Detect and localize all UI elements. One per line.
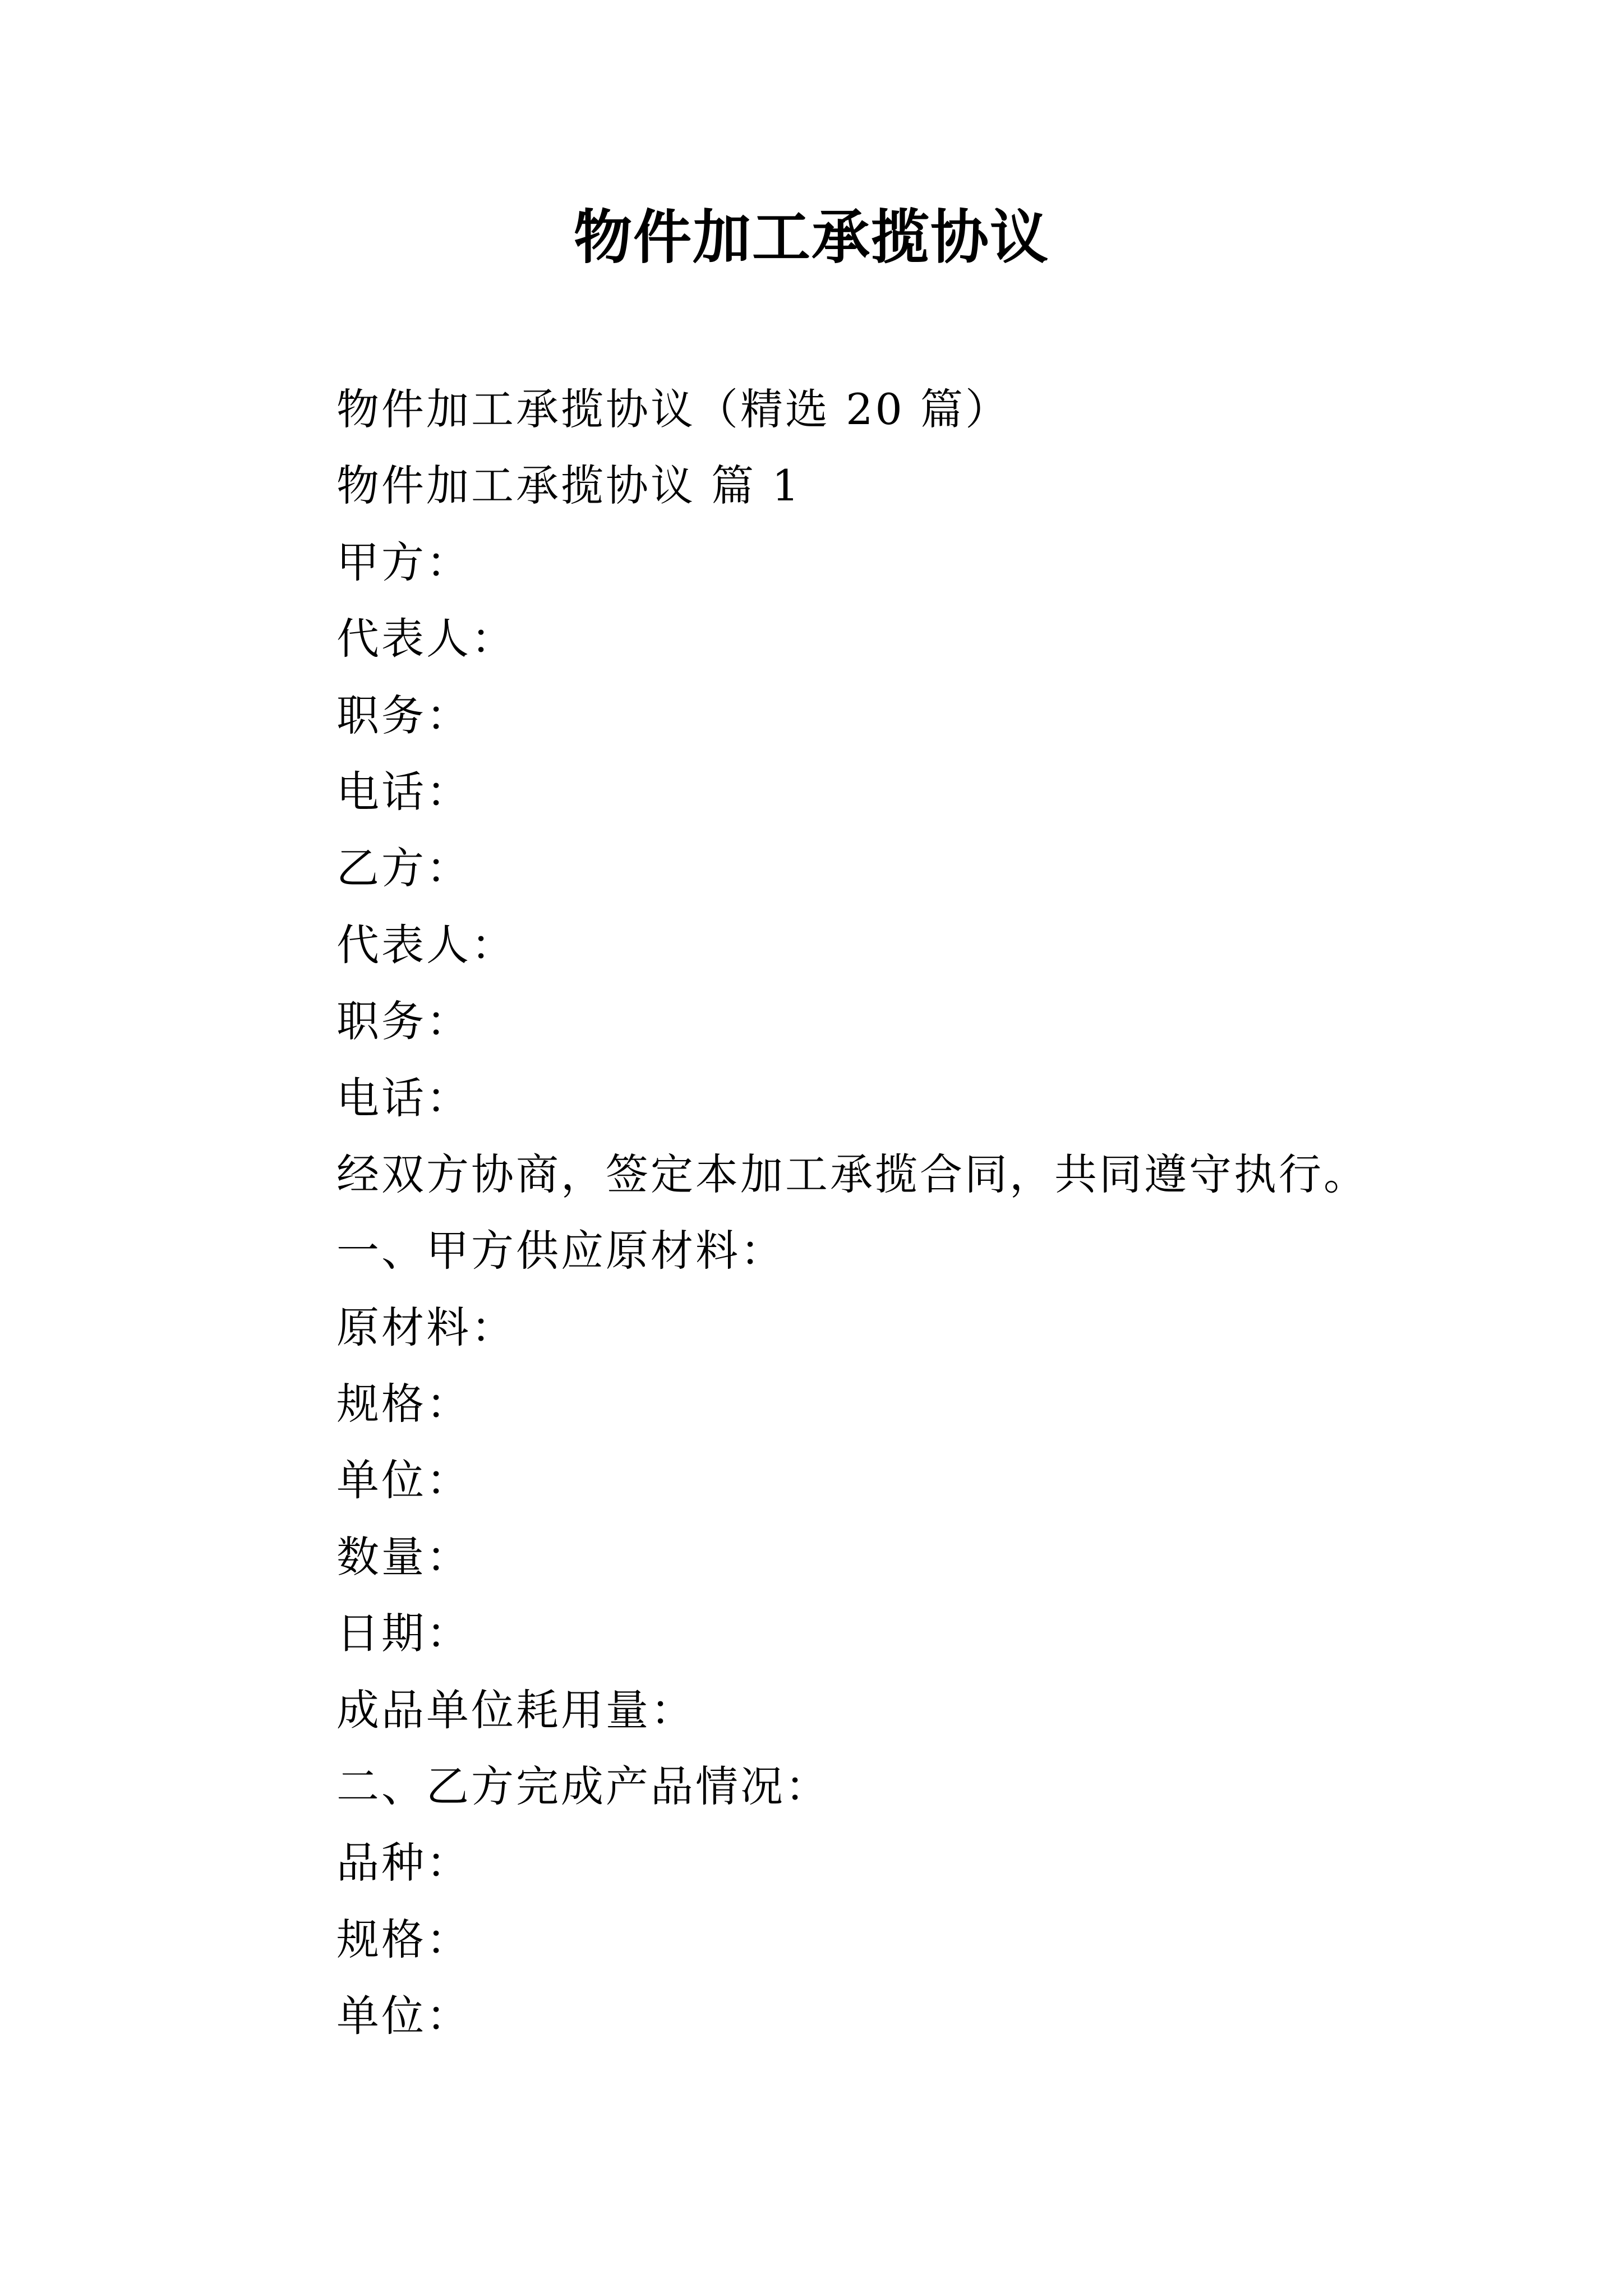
party-a-phone-label: 电话： <box>336 766 471 817</box>
raw-material-date-label: 日期： <box>336 1608 471 1659</box>
product-unit-label: 单位： <box>336 1991 471 2041</box>
raw-material-spec-label: 规格： <box>336 1379 471 1429</box>
party-b-phone-label: 电话： <box>336 1073 471 1123</box>
raw-material-unit-label: 单位： <box>336 1455 471 1506</box>
product-variety-label: 品种： <box>336 1838 471 1888</box>
product-spec-label: 规格： <box>336 1914 471 1964</box>
agreement-statement: 经双方协商，签定本加工承揽合同，共同遵守执行。 <box>336 1149 1368 1199</box>
unit-consumption-label: 成品单位耗用量： <box>336 1685 695 1735</box>
raw-material-label: 原材料： <box>336 1302 516 1352</box>
raw-material-quantity-label: 数量： <box>336 1531 471 1582</box>
party-b-representative-label: 代表人： <box>336 919 516 970</box>
document-body <box>336 371 1458 2055</box>
clause-2-heading: 二、乙方完成产品情况： <box>336 1761 830 1812</box>
section-heading-part-1: 物件加工承揽协议 篇 1 <box>336 461 801 511</box>
party-b-label: 乙方： <box>336 843 471 894</box>
party-a-position-label: 职务： <box>336 690 471 740</box>
party-a-label: 甲方： <box>336 537 471 587</box>
clause-1-heading: 一、甲方供应原材料： <box>336 1226 785 1276</box>
collection-subtitle: 物件加工承揽协议（精选 20 篇） <box>336 384 1011 434</box>
document-title: 物件加工承揽协议 <box>573 203 1049 272</box>
party-b-position-label: 职务： <box>336 996 471 1047</box>
party-a-representative-label: 代表人： <box>336 614 516 664</box>
